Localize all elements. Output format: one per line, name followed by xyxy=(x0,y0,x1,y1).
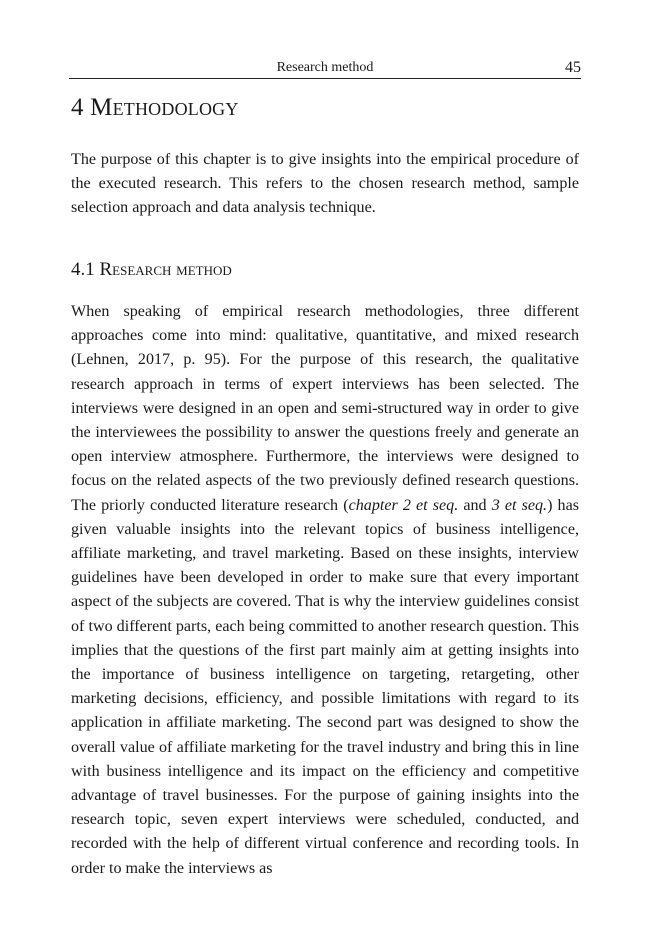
page-number: 45 xyxy=(565,59,581,76)
section-heading xyxy=(71,259,232,281)
chapter-heading xyxy=(71,94,239,122)
chapter-reference: 3 et seq. xyxy=(491,496,548,514)
section-title: Research method xyxy=(99,259,232,280)
paragraph-text: ) has given valuable insights into the relevant topics of business intelligence, affiliate marketing, and travel marketing. Based on these insights, interview guidelines have been developed in order to make sure that every important aspect of the subjects are covered. That is why the interview guidelines consist of two different parts, each being committed to another research question. This implies that the questions of the first part mainly aim at getting insights into the importance of business intelligence on targeting, retargeting, other marketing decisions, efficiency, and possible limitations with regard to its application in affiliate marketing. The second part was designed to show the overall value of affiliate marketing for the travel industry and bring this in line with business intelligence and its impact on the efficiency and competitive advantage of travel businesses. For the purpose of gaining insights into the research topic, seven expert interviews were scheduled, conducted, and recorded with the help of different virtual conference and recording tools. In order to make the interviews as xyxy=(71,496,579,877)
section-number: 4.1 xyxy=(71,259,95,280)
running-title: Research method xyxy=(276,60,374,75)
chapter-intro-paragraph: The purpose of this chapter is to give insights into the empirical procedure of the executed research. This refers to the chosen research method, sample selection approach and data analysis technique. xyxy=(71,151,579,217)
section-body-paragraph xyxy=(71,300,579,881)
chapter-title: Methodology xyxy=(90,94,239,121)
paragraph-text: and xyxy=(458,496,492,514)
chapter-reference: chapter 2 et seq. xyxy=(348,496,459,514)
chapter-number: 4 xyxy=(71,94,84,121)
paragraph-text: When speaking of empirical research methodologies, three different approaches come into mind: qualitative, quantitative, and mixed research (Lehnen, 2017, p. 95). For the purpose of this research, the qualitative research approach in terms of expert interviews has been selected. The interviews were designed in an open and semi-structured way in order to give the interviewees the possibility to answer the questions freely and generate an open interview atmosphere. Furthermore, the interviews were designed to focus on the related aspects of the two previously defined research questions. The priorly conducted literature research ( xyxy=(71,303,579,514)
running-header xyxy=(69,58,581,79)
